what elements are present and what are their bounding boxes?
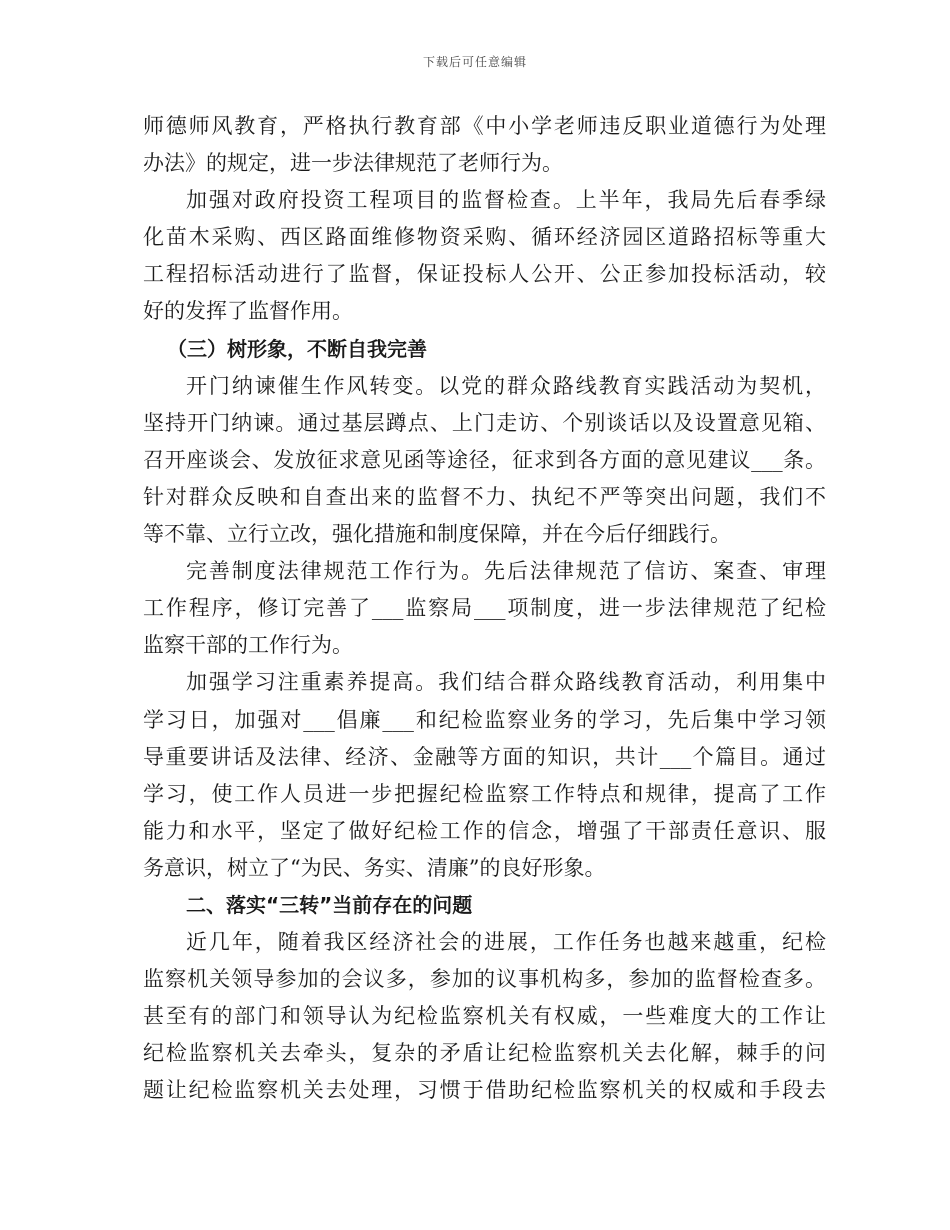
paragraph-line: 监察机关领导参加的会议多，参加的议事机构多，参加的监督检查多。: [143, 967, 826, 992]
section-heading: 二、落实“三转”当前存在的问题: [186, 892, 473, 917]
paragraph-line: 加强对政府投资工程项目的监督检查。上半年，我局先后春季绿: [186, 188, 826, 213]
paragraph-line: 坚持开门纳谏。通过基层蹲点、上门走访、个别谈话以及设置意见箱、: [143, 410, 826, 435]
paragraph-line: 完善制度法律规范工作行为。先后法律规范了信访、案查、审理: [186, 559, 826, 584]
section-subheading: （三）树形象，不断自我完善: [167, 336, 427, 361]
paragraph-line: 针对群众反映和自查出来的监督不力、执纪不严等突出问题，我们不: [143, 484, 826, 509]
paragraph-line: 务意识，树立了“为民、务实、清廉”的良好形象。: [143, 855, 606, 880]
paragraph-line: 纪检监察机关去牵头，复杂的矛盾让纪检监察机关去化解，棘手的问: [143, 1041, 826, 1066]
paragraph-line: 开门纳谏催生作风转变。以党的群众路线教育实践活动为契机，: [186, 373, 826, 398]
paragraph-line: 近几年，随着我区经济社会的进展，工作任务也越来越重，纪检: [186, 930, 826, 955]
page-header: 下载后可任意编辑: [422, 55, 527, 69]
paragraph-line: 导重要讲话及法律、经济、金融等方面的知识，共计___个篇目。通过: [143, 744, 826, 769]
paragraph-line: 监察干部的工作行为。: [143, 633, 353, 658]
paragraph-line: 好的发挥了监督作用。: [143, 299, 353, 324]
paragraph-line: 化苗木采购、西区路面维修物资采购、循环经济园区道路招标等重大: [143, 225, 826, 250]
paragraph-line: 办法》的规定，进一步法律规范了老师行为。: [143, 151, 563, 176]
paragraph-line: 题让纪检监察机关去处理，习惯于借助纪检监察机关的权威和手段去: [143, 1078, 826, 1103]
paragraph-line: 甚至有的部门和领导认为纪检监察机关有权威，一些难度大的工作让: [143, 1004, 826, 1029]
paragraph-line: 加强学习注重素养提高。我们结合群众路线教育活动，利用集中: [186, 670, 826, 695]
paragraph-line: 召开座谈会、发放征求意见函等途径，征求到各方面的意见建议___条。: [143, 447, 826, 472]
paragraph-line: 能力和水平，坚定了做好纪检工作的信念，增强了干部责任意识、服: [143, 818, 826, 843]
paragraph-line: 学习日，加强对___倡廉___和纪检监察业务的学习，先后集中学习领: [143, 707, 826, 732]
document-body: [143, 108, 826, 1110]
paragraph-line: 师德师风教育，严格执行教育部《中小学老师违反职业道德行为处理: [143, 114, 826, 138]
paragraph-line: 等不靠、立行立改，强化措施和制度保障，并在今后仔细践行。: [143, 522, 731, 547]
paragraph-line: 工作程序，修订完善了___监察局___项制度，进一步法律规范了纪检: [143, 596, 826, 621]
paragraph-line: 学习，使工作人员进一步把握纪检监察工作特点和规律，提高了工作: [143, 781, 826, 806]
paragraph-line: 工程招标活动进行了监督，保证投标人公开、公正参加投标活动，较: [143, 262, 826, 287]
